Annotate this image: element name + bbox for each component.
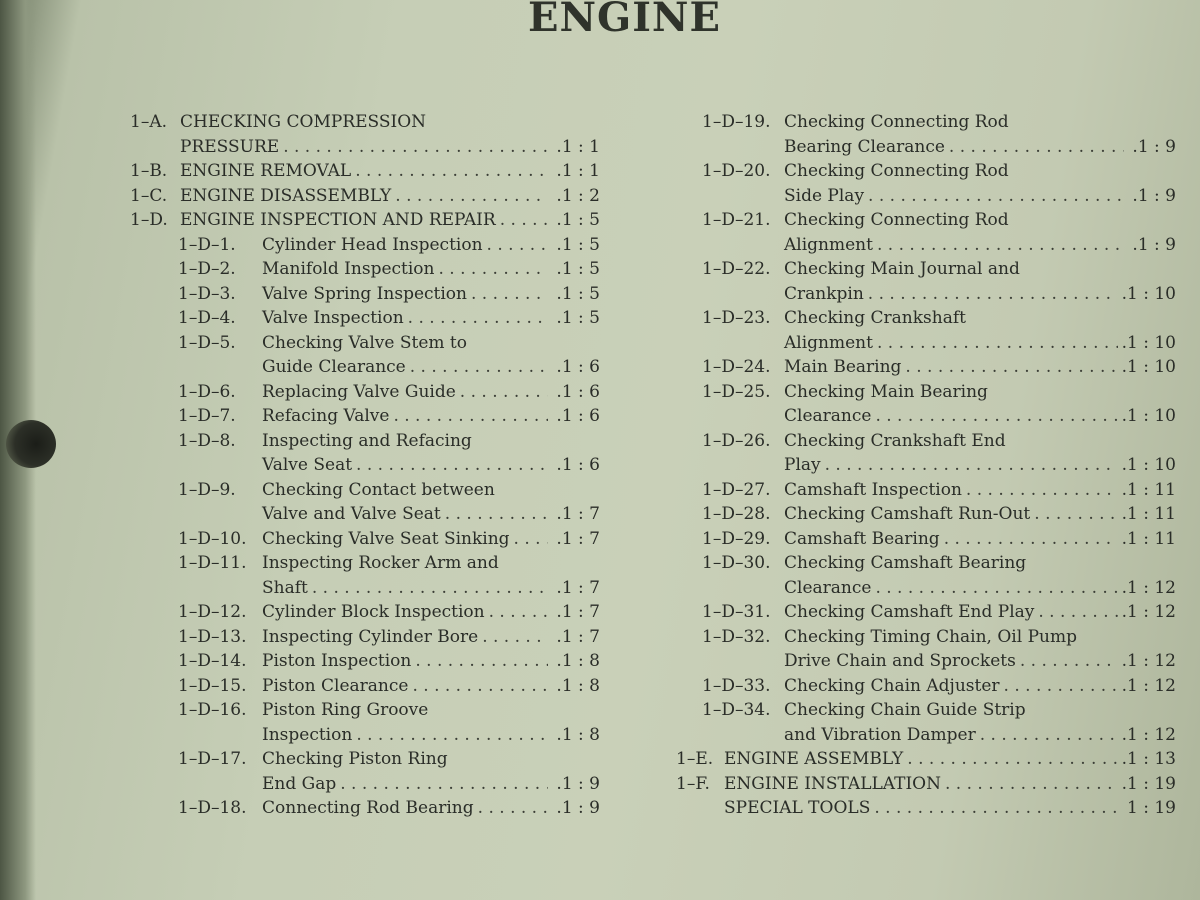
toc-entry-title-continued: Crankpin	[784, 283, 864, 304]
toc-entry-page: .1 : 11	[1121, 528, 1176, 549]
toc-entry-title: Checking Valve Seat Sinking	[262, 528, 510, 549]
toc-entry-number: 1–D–29.	[702, 528, 771, 549]
toc-entry-page: .1 : 8	[556, 675, 600, 696]
toc-entry-title-continued: Inspection	[262, 724, 353, 745]
toc-entry-title: Camshaft Inspection	[784, 479, 962, 500]
toc-entry	[130, 527, 600, 552]
toc-entry-title: Checking Crankshaft End	[784, 430, 1006, 451]
toc-entry-page: .1 : 5	[556, 234, 600, 255]
toc-entry-number: 1–D–23.	[702, 308, 771, 328]
dot-leader	[868, 282, 1118, 306]
toc-entry-page: .1 : 6	[556, 381, 600, 402]
dot-leader	[944, 527, 1118, 551]
toc-entry-page: .1 : 12	[1121, 602, 1176, 622]
toc-entry-page: .1 : 1	[556, 136, 600, 157]
toc-entry-title-continued: Valve Seat	[262, 455, 353, 475]
toc-entry	[130, 429, 600, 478]
toc-entry-title-continued: and Vibration Damper	[784, 724, 976, 745]
toc-entry-number: 1–D–12.	[178, 602, 247, 622]
toc-entry-number: 1–D–18.	[178, 798, 247, 818]
toc-entry-page: .1 : 12	[1121, 577, 1176, 598]
dot-leader	[478, 796, 548, 820]
toc-entry-title: Checking Connecting Rod	[784, 112, 1009, 132]
toc-entry-title: Checking Contact between	[262, 479, 495, 500]
toc-entry-title: ENGINE INSPECTION AND REPAIR	[180, 210, 496, 230]
toc-entry-number: 1–D–31.	[702, 602, 771, 622]
toc-entry-title-continued: Drive Chain and Sprockets	[784, 651, 1016, 671]
toc-entry-page: .1 : 9	[1132, 234, 1176, 255]
toc-entry-title: Connecting Rod Bearing	[262, 798, 474, 818]
toc-entry-page: .1 : 6	[556, 406, 600, 426]
toc-entry-title: Checking Camshaft End Play	[784, 602, 1035, 622]
toc-entry-title-continued: PRESSURE	[180, 136, 280, 157]
toc-entry-page: .1 : 9	[1132, 136, 1176, 157]
dot-leader	[877, 233, 1124, 257]
toc-entry-title: ENGINE REMOVAL	[180, 161, 352, 181]
toc-entry-number: 1–D–1.	[178, 234, 236, 255]
dot-leader	[356, 453, 548, 477]
toc-entry-page: .1 : 12	[1121, 724, 1176, 745]
toc-entry-number: 1–D–30.	[702, 553, 771, 573]
toc-left-column	[130, 110, 600, 821]
toc-entry	[130, 600, 600, 625]
toc-entry-page: .1 : 2	[556, 185, 600, 206]
toc-entry	[130, 478, 600, 527]
dot-leader	[1004, 674, 1118, 698]
toc-entry-title: ENGINE INSTALLATION	[724, 773, 941, 794]
toc-entry-page: .1 : 8	[556, 651, 600, 671]
toc-entry-title: Checking Camshaft Bearing	[784, 553, 1027, 573]
toc-entry	[676, 110, 1176, 159]
toc-entry-number: 1–D–14.	[178, 651, 247, 671]
toc-entry-title: Cylinder Block Inspection	[262, 602, 485, 622]
dot-leader	[500, 208, 548, 232]
toc-entry-title: Main Bearing	[784, 357, 902, 377]
dot-leader	[1020, 649, 1118, 673]
toc-entry-page: .1 : 1	[556, 161, 600, 181]
toc-entry-page: .1 : 6	[556, 357, 600, 377]
toc-entry-title: Inspecting Cylinder Bore	[262, 626, 479, 647]
dot-leader	[355, 159, 548, 183]
toc-entry	[130, 208, 600, 233]
toc-entry-number: 1–D–33.	[702, 675, 771, 696]
toc-entry	[130, 110, 600, 159]
toc-entry-number: 1–A.	[130, 112, 167, 132]
toc-entry-number: 1–D–26.	[702, 430, 771, 451]
dot-leader	[415, 649, 548, 673]
toc-entry-number: 1–B.	[130, 161, 168, 181]
toc-entry	[130, 625, 600, 650]
toc-entry	[676, 355, 1176, 380]
toc-entry-page: .1 : 19	[1121, 773, 1176, 794]
toc-entry-title: Piston Clearance	[262, 675, 409, 696]
dot-leader	[980, 723, 1118, 747]
toc-entry	[676, 478, 1176, 503]
toc-entry	[130, 698, 600, 747]
dot-leader	[825, 453, 1118, 477]
toc-entry-title: Manifold Inspection	[262, 259, 435, 279]
dot-leader	[340, 772, 548, 796]
dot-leader	[393, 404, 548, 428]
toc-entry-number: 1–D–3.	[178, 283, 236, 304]
toc-entry-number: 1–D–17.	[178, 749, 247, 769]
toc-entry-page: .1 : 5	[556, 308, 600, 328]
toc-entry	[130, 380, 600, 405]
toc-entry-page: .1 : 10	[1121, 455, 1176, 475]
toc-entry	[130, 331, 600, 380]
toc-entry-number: 1–D–9.	[178, 479, 236, 500]
dot-leader	[471, 282, 548, 306]
toc-entry-page: .1 : 7	[556, 528, 600, 549]
toc-entry-number: 1–D–27.	[702, 479, 771, 500]
toc-entry-page: .1 : 10	[1121, 332, 1176, 353]
toc-entry	[676, 380, 1176, 429]
toc-entry-title: Checking Timing Chain, Oil Pump	[784, 626, 1077, 647]
toc-entry-number: 1–D–20.	[702, 161, 771, 181]
dot-leader	[460, 380, 548, 404]
toc-entry-title: Refacing Valve	[262, 406, 390, 426]
dot-leader	[949, 135, 1124, 159]
toc-entry	[676, 747, 1176, 772]
binder-punch-hole	[6, 420, 56, 468]
dot-leader	[395, 184, 548, 208]
toc-entry-number: 1–D–19.	[702, 112, 771, 132]
toc-entry-title: Checking Chain Adjuster	[784, 675, 1000, 696]
toc-entry	[676, 257, 1176, 306]
toc-entry	[130, 257, 600, 282]
page-title: ENGINE	[528, 0, 721, 41]
toc-entry-title: Checking Connecting Rod	[784, 210, 1009, 230]
toc-entry-page: .1 : 7	[556, 577, 600, 598]
toc-entry-title: Replacing Valve Guide	[262, 381, 456, 402]
toc-entry-number: 1–D–32.	[702, 626, 771, 647]
dot-leader	[1038, 600, 1117, 624]
toc-entry-title-continued: Shaft	[262, 577, 308, 598]
dot-leader	[312, 576, 548, 600]
toc-entry-page: .1 : 7	[556, 504, 600, 524]
toc-entry	[676, 429, 1176, 478]
dot-leader	[907, 747, 1117, 771]
toc-entry-title: Checking Connecting Rod	[784, 161, 1009, 181]
toc-entry	[130, 551, 600, 600]
toc-entry-title: SPECIAL TOOLS	[724, 798, 871, 818]
toc-entry	[676, 674, 1176, 699]
toc-entry-title: Checking Main Journal and	[784, 259, 1020, 279]
toc-entry-title: Inspecting and Refacing	[262, 430, 472, 451]
toc-entry-title: Checking Piston Ring	[262, 749, 448, 769]
toc-entry-number: 1–D.	[130, 210, 168, 230]
toc-entry-number: 1–E.	[676, 749, 714, 769]
toc-entry	[130, 159, 600, 184]
toc-entry-number: 1–D–6.	[178, 381, 236, 402]
toc-entry-page: .1 : 11	[1121, 504, 1176, 524]
toc-entry-number: 1–D–13.	[178, 626, 247, 647]
dot-leader	[966, 478, 1118, 502]
toc-entry-number: 1–D–15.	[178, 675, 247, 696]
toc-entry-title: Checking Main Bearing	[784, 381, 988, 402]
dot-leader	[445, 502, 548, 526]
toc-entry-number: 1–D–11.	[178, 553, 247, 573]
dot-leader	[514, 527, 548, 551]
toc-entry-title: Inspecting Rocker Arm and	[262, 553, 499, 573]
toc-entry-number: 1–D–28.	[702, 504, 771, 524]
toc-entry-number: 1–D–4.	[178, 308, 236, 328]
toc-entry	[130, 306, 600, 331]
dot-leader	[877, 331, 1118, 355]
dot-leader	[410, 355, 548, 379]
toc-entry	[676, 527, 1176, 552]
toc-entry-number: 1–D–16.	[178, 700, 247, 720]
dot-leader	[945, 772, 1118, 796]
toc-entry-title: Piston Inspection	[262, 651, 412, 671]
toc-entry-page: .1 : 5	[556, 283, 600, 304]
toc-entry-number: 1–D–8.	[178, 430, 236, 451]
toc-entry	[676, 551, 1176, 600]
toc-entry-number: 1–D–7.	[178, 406, 236, 426]
dot-leader	[482, 625, 548, 649]
dot-leader	[438, 257, 548, 281]
toc-entry-number: 1–D–24.	[702, 357, 771, 377]
toc-entry-page: .1 : 9	[556, 798, 600, 818]
toc-entry-page: .1 : 11	[1121, 479, 1176, 500]
toc-entry-title: Cylinder Head Inspection	[262, 234, 483, 255]
toc-entry	[130, 184, 600, 209]
toc-entry-title: Checking Chain Guide Strip	[784, 700, 1026, 720]
toc-entry-title: Piston Ring Groove	[262, 700, 429, 720]
toc-entry	[676, 306, 1176, 355]
toc-entry	[676, 796, 1176, 821]
toc-entry-number: 1–D–5.	[178, 332, 236, 353]
toc-entry-number: 1–D–2.	[178, 259, 236, 279]
dot-leader	[1034, 502, 1117, 526]
toc-entry	[676, 600, 1176, 625]
toc-entry-number: 1–D–21.	[702, 210, 771, 230]
toc-entry-title-continued: Side Play	[784, 185, 865, 206]
toc-entry-title-continued: Alignment	[784, 332, 873, 353]
toc-entry-page: 1 : 19	[1127, 798, 1176, 818]
dot-leader	[408, 306, 548, 330]
toc-entry-title: ENGINE ASSEMBLY	[724, 749, 904, 769]
toc-entry	[130, 233, 600, 258]
toc-entry-page: .1 : 10	[1121, 406, 1176, 426]
dot-leader	[489, 600, 548, 624]
toc-entry-page: .1 : 5	[556, 259, 600, 279]
toc-entry-number: 1–D–10.	[178, 528, 247, 549]
toc-entry-title-continued: Guide Clearance	[262, 357, 406, 377]
toc-entry	[676, 159, 1176, 208]
toc-entry-number: 1–D–22.	[702, 259, 771, 279]
toc-entry	[130, 404, 600, 429]
dot-leader	[356, 723, 548, 747]
toc-entry-page: .1 : 7	[556, 626, 600, 647]
toc-entry-number: 1–C.	[130, 185, 168, 206]
dot-leader	[487, 233, 548, 257]
toc-entry-page: .1 : 10	[1121, 357, 1176, 377]
toc-entry-title: Camshaft Bearing	[784, 528, 940, 549]
toc-entry-title-continued: End Gap	[262, 773, 337, 794]
toc-entry-page: .1 : 13	[1121, 749, 1176, 769]
toc-entry-title-continued: Valve and Valve Seat	[262, 504, 441, 524]
toc-entry-title: Valve Inspection	[262, 308, 404, 328]
toc-entry	[676, 625, 1176, 674]
toc-entry-title: Checking Valve Stem to	[262, 332, 467, 353]
toc-entry-page: .1 : 5	[556, 210, 600, 230]
toc-entry	[676, 502, 1176, 527]
dot-leader	[412, 674, 548, 698]
toc-entry	[676, 772, 1176, 797]
toc-entry-title: ENGINE DISASSEMBLY	[180, 185, 392, 206]
toc-entry-title-continued: Play	[784, 455, 821, 475]
dot-leader	[875, 404, 1117, 428]
toc-entry-title-continued: Alignment	[784, 234, 873, 255]
toc-entry-page: .1 : 8	[556, 724, 600, 745]
toc-entry-number: 1–F.	[676, 773, 710, 794]
toc-entry-page: .1 : 6	[556, 455, 600, 475]
toc-entry	[130, 282, 600, 307]
dot-leader	[905, 355, 1117, 379]
dot-leader	[868, 184, 1124, 208]
toc-entry-page: .1 : 7	[556, 602, 600, 622]
toc-entry-number: 1–D–25.	[702, 381, 771, 402]
toc-entry-title-continued: Clearance	[784, 577, 872, 598]
toc-entry-title-continued: Bearing Clearance	[784, 136, 945, 157]
toc-right-column	[676, 110, 1176, 821]
toc-entry-title: Checking Crankshaft	[784, 308, 966, 328]
toc-entry-title-continued: Clearance	[784, 406, 872, 426]
toc-entry-title: Valve Spring Inspection	[262, 283, 467, 304]
dot-leader	[875, 576, 1117, 600]
toc-entry	[130, 674, 600, 699]
toc-entry-page: .1 : 9	[1132, 185, 1176, 206]
toc-entry-title: Checking Camshaft Run-Out	[784, 504, 1031, 524]
dot-leader	[283, 135, 548, 159]
toc-entry	[130, 747, 600, 796]
toc-entry-page: .1 : 12	[1121, 651, 1176, 671]
toc-entry	[130, 649, 600, 674]
toc-entry	[676, 698, 1176, 747]
toc-entry-number: 1–D–34.	[702, 700, 771, 720]
toc-entry-page: .1 : 9	[556, 773, 600, 794]
toc-entry-title: CHECKING COMPRESSION	[180, 112, 427, 132]
toc-entry-page: .1 : 10	[1121, 283, 1176, 304]
dot-leader	[874, 796, 1123, 820]
toc-entry-page: .1 : 12	[1121, 675, 1176, 696]
toc-entry	[676, 208, 1176, 257]
toc-entry	[130, 796, 600, 821]
